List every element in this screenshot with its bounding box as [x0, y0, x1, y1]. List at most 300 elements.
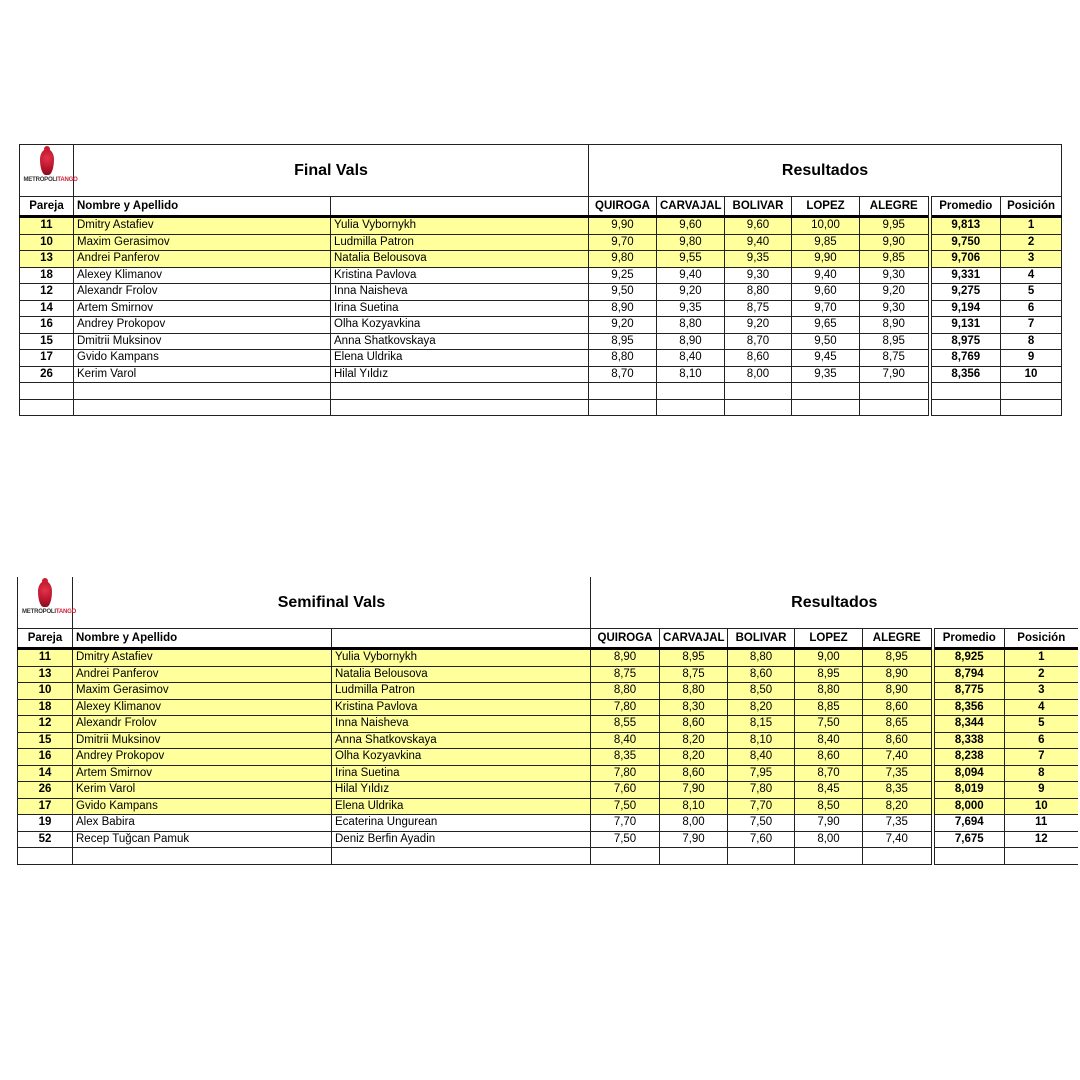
- header-judge-lopez: LOPEZ: [795, 629, 863, 649]
- cell-score-carvajal: 9,55: [657, 251, 725, 268]
- cell-leader: Dmitry Astafiev: [73, 649, 332, 667]
- cell-follower: Kristina Pavlova: [332, 699, 591, 716]
- empty-row: [18, 848, 1078, 865]
- cell-score-alegre: 8,90: [860, 317, 930, 334]
- header-nombre: Nombre y Apellido: [73, 629, 332, 649]
- cell-score-bolivar: 9,30: [725, 267, 792, 284]
- cell-pareja: 17: [18, 798, 73, 815]
- cell-score-bolivar: 7,80: [728, 782, 795, 799]
- header-posicion: Posición: [1001, 197, 1062, 217]
- cell-score-bolivar: 8,20: [728, 699, 795, 716]
- header-pareja: Pareja: [18, 629, 73, 649]
- logo-text: METROPOLI: [23, 177, 58, 183]
- cell-pareja: 11: [20, 217, 74, 235]
- cell-follower: Yulia Vybornykh: [331, 217, 589, 235]
- cell-score-carvajal: 8,20: [660, 732, 728, 749]
- cell-score-quiroga: 7,60: [591, 782, 660, 799]
- cell-score-bolivar: 7,70: [728, 798, 795, 815]
- cell-promedio: 7,694: [933, 815, 1005, 832]
- cell-score-carvajal: 9,60: [657, 217, 725, 235]
- header-judge-lopez: LOPEZ: [792, 197, 860, 217]
- cell-follower: Natalia Belousova: [331, 251, 589, 268]
- cell-score-quiroga: 9,25: [589, 267, 657, 284]
- dancer-logo-icon: [38, 581, 52, 607]
- empty-cell: [331, 383, 589, 400]
- empty-cell: [1001, 383, 1062, 400]
- cell-leader: Andrei Panferov: [73, 666, 332, 683]
- cell-score-alegre: 8,95: [863, 649, 933, 667]
- cell-score-alegre: 8,90: [863, 666, 933, 683]
- cell-score-bolivar: 9,60: [725, 217, 792, 235]
- cell-leader: Dmitrii Muksinov: [73, 732, 332, 749]
- cell-leader: Andrei Panferov: [74, 251, 331, 268]
- cell-follower: Deniz Berfin Ayadin: [332, 831, 591, 848]
- cell-promedio: 9,331: [930, 267, 1001, 284]
- cell-score-carvajal: 9,35: [657, 300, 725, 317]
- table-row: [18, 666, 1078, 683]
- cell-follower: Anna Shatkovskaya: [332, 732, 591, 749]
- empty-cell: [1001, 399, 1062, 416]
- cell-pareja: 17: [20, 350, 74, 367]
- cell-promedio: 9,275: [930, 284, 1001, 301]
- cell-leader: Kerim Varol: [74, 366, 331, 383]
- cell-pareja: 15: [20, 333, 74, 350]
- table-row: [20, 267, 1062, 284]
- cell-promedio: 8,975: [930, 333, 1001, 350]
- header-judge-carvajal: CARVAJAL: [660, 629, 728, 649]
- cell-score-alegre: 9,30: [860, 267, 930, 284]
- cell-score-bolivar: 8,60: [725, 350, 792, 367]
- cell-leader: Artem Smirnov: [73, 765, 332, 782]
- cell-score-quiroga: 8,90: [589, 300, 657, 317]
- table-row: [20, 366, 1062, 383]
- cell-score-alegre: 8,35: [863, 782, 933, 799]
- empty-cell: [860, 383, 930, 400]
- cell-leader: Maxim Gerasimov: [73, 683, 332, 700]
- empty-cell: [73, 848, 332, 865]
- cell-posicion: 4: [1005, 699, 1078, 716]
- cell-score-carvajal: 8,10: [657, 366, 725, 383]
- cell-promedio: 8,769: [930, 350, 1001, 367]
- cell-promedio: 8,338: [933, 732, 1005, 749]
- cell-promedio: 8,019: [933, 782, 1005, 799]
- empty-cell: [795, 848, 863, 865]
- cell-score-quiroga: 9,70: [589, 234, 657, 251]
- header-partner: [331, 197, 589, 217]
- table-row: [18, 831, 1078, 848]
- cell-follower: Yulia Vybornykh: [332, 649, 591, 667]
- table-row: [20, 333, 1062, 350]
- cell-score-carvajal: 8,95: [660, 649, 728, 667]
- empty-cell: [589, 399, 657, 416]
- header-judge-bolivar: BOLIVAR: [728, 629, 795, 649]
- cell-score-carvajal: 8,30: [660, 699, 728, 716]
- cell-score-carvajal: 9,40: [657, 267, 725, 284]
- cell-score-alegre: 9,30: [860, 300, 930, 317]
- cell-score-lopez: 9,90: [792, 251, 860, 268]
- header-judge-alegre: ALEGRE: [860, 197, 930, 217]
- cell-score-carvajal: 8,60: [660, 765, 728, 782]
- cell-score-alegre: 9,20: [860, 284, 930, 301]
- results-title: Resultados: [589, 145, 1062, 197]
- empty-cell: [20, 399, 74, 416]
- cell-score-lopez: 8,00: [795, 831, 863, 848]
- table-row: [18, 732, 1078, 749]
- table-row: [20, 234, 1062, 251]
- empty-row: [20, 399, 1062, 416]
- cell-leader: Dmitrii Muksinov: [74, 333, 331, 350]
- table-title: Semifinal Vals: [73, 577, 591, 629]
- empty-cell: [591, 848, 660, 865]
- cell-score-alegre: 7,40: [863, 831, 933, 848]
- cell-score-quiroga: 8,40: [591, 732, 660, 749]
- cell-pareja: 19: [18, 815, 73, 832]
- cell-posicion: 10: [1001, 366, 1062, 383]
- cell-posicion: 3: [1005, 683, 1078, 700]
- cell-pareja: 16: [20, 317, 74, 334]
- table-row: [20, 284, 1062, 301]
- cell-score-bolivar: 7,60: [728, 831, 795, 848]
- empty-row: [20, 383, 1062, 400]
- header-judge-carvajal: CARVAJAL: [657, 197, 725, 217]
- empty-cell: [933, 848, 1005, 865]
- cell-score-lopez: 9,60: [792, 284, 860, 301]
- cell-score-lopez: 9,35: [792, 366, 860, 383]
- cell-follower: Anna Shatkovskaya: [331, 333, 589, 350]
- cell-score-alegre: 8,90: [863, 683, 933, 700]
- cell-promedio: 8,000: [933, 798, 1005, 815]
- cell-leader: Alexey Klimanov: [74, 267, 331, 284]
- cell-score-quiroga: 8,70: [589, 366, 657, 383]
- cell-posicion: 6: [1001, 300, 1062, 317]
- cell-score-carvajal: 8,80: [660, 683, 728, 700]
- empty-cell: [725, 383, 792, 400]
- logo: [18, 577, 77, 629]
- table-row: [20, 300, 1062, 317]
- cell-posicion: 6: [1005, 732, 1078, 749]
- cell-score-quiroga: 7,80: [591, 699, 660, 716]
- cell-score-quiroga: 7,50: [591, 831, 660, 848]
- cell-score-bolivar: 8,50: [728, 683, 795, 700]
- empty-cell: [20, 383, 74, 400]
- table-row: [18, 815, 1078, 832]
- cell-score-carvajal: 8,00: [660, 815, 728, 832]
- cell-score-quiroga: 9,50: [589, 284, 657, 301]
- cell-follower: Kristina Pavlova: [331, 267, 589, 284]
- cell-follower: Irina Suetina: [331, 300, 589, 317]
- cell-score-bolivar: 8,80: [728, 649, 795, 667]
- header-nombre: Nombre y Apellido: [74, 197, 331, 217]
- header-promedio: Promedio: [930, 197, 1001, 217]
- cell-leader: Gvido Kampans: [73, 798, 332, 815]
- cell-promedio: 7,675: [933, 831, 1005, 848]
- cell-score-carvajal: 8,20: [660, 749, 728, 766]
- cell-score-alegre: 7,35: [863, 765, 933, 782]
- table-row: [18, 649, 1078, 667]
- cell-score-quiroga: 8,80: [591, 683, 660, 700]
- cell-score-lopez: 7,50: [795, 716, 863, 733]
- cell-posicion: 12: [1005, 831, 1078, 848]
- cell-promedio: 8,925: [933, 649, 1005, 667]
- cell-score-bolivar: 8,70: [725, 333, 792, 350]
- table-row: [18, 683, 1078, 700]
- cell-pareja: 11: [18, 649, 73, 667]
- cell-score-lopez: 9,70: [792, 300, 860, 317]
- cell-score-carvajal: 9,80: [657, 234, 725, 251]
- empty-cell: [657, 399, 725, 416]
- cell-score-quiroga: 9,80: [589, 251, 657, 268]
- cell-posicion: 9: [1001, 350, 1062, 367]
- cell-posicion: 5: [1001, 284, 1062, 301]
- cell-score-bolivar: 7,50: [728, 815, 795, 832]
- cell-promedio: 8,094: [933, 765, 1005, 782]
- cell-score-quiroga: 8,95: [589, 333, 657, 350]
- cell-score-alegre: 8,60: [863, 732, 933, 749]
- cell-follower: Ecaterina Ungurean: [332, 815, 591, 832]
- cell-leader: Artem Smirnov: [74, 300, 331, 317]
- cell-posicion: 1: [1001, 217, 1062, 235]
- cell-posicion: 3: [1001, 251, 1062, 268]
- cell-leader: Alexandr Frolov: [74, 284, 331, 301]
- cell-leader: Alexandr Frolov: [73, 716, 332, 733]
- empty-cell: [660, 848, 728, 865]
- cell-pareja: 12: [18, 716, 73, 733]
- cell-score-alegre: 8,75: [860, 350, 930, 367]
- cell-pareja: 18: [18, 699, 73, 716]
- cell-score-lopez: 8,40: [795, 732, 863, 749]
- cell-posicion: 8: [1001, 333, 1062, 350]
- cell-posicion: 10: [1005, 798, 1078, 815]
- cell-score-lopez: 9,50: [792, 333, 860, 350]
- cell-promedio: 8,344: [933, 716, 1005, 733]
- cell-score-bolivar: 8,10: [728, 732, 795, 749]
- empty-cell: [930, 383, 1001, 400]
- cell-pareja: 52: [18, 831, 73, 848]
- cell-score-lopez: 9,65: [792, 317, 860, 334]
- cell-score-carvajal: 8,10: [660, 798, 728, 815]
- cell-score-alegre: 9,85: [860, 251, 930, 268]
- cell-score-carvajal: 7,90: [660, 831, 728, 848]
- header-judge-quiroga: QUIROGA: [589, 197, 657, 217]
- cell-follower: Natalia Belousova: [332, 666, 591, 683]
- cell-posicion: 9: [1005, 782, 1078, 799]
- cell-follower: Olha Kozyavkina: [332, 749, 591, 766]
- cell-follower: Ludmilla Patron: [332, 683, 591, 700]
- cell-posicion: 4: [1001, 267, 1062, 284]
- cell-pareja: 13: [20, 251, 74, 268]
- cell-follower: Elena Uldrika: [331, 350, 589, 367]
- empty-cell: [860, 399, 930, 416]
- cell-score-quiroga: 9,90: [589, 217, 657, 235]
- table-row: [18, 716, 1078, 733]
- empty-cell: [18, 848, 73, 865]
- dancer-logo-icon: [40, 149, 54, 175]
- empty-cell: [930, 399, 1001, 416]
- cell-score-alegre: 7,35: [863, 815, 933, 832]
- header-row: [18, 629, 1078, 649]
- cell-promedio: 8,356: [930, 366, 1001, 383]
- table-row: [20, 251, 1062, 268]
- cell-posicion: 1: [1005, 649, 1078, 667]
- cell-score-lopez: 9,85: [792, 234, 860, 251]
- cell-pareja: 26: [20, 366, 74, 383]
- cell-score-lopez: 10,00: [792, 217, 860, 235]
- cell-leader: Alex Babira: [73, 815, 332, 832]
- cell-score-quiroga: 8,55: [591, 716, 660, 733]
- cell-score-carvajal: 8,80: [657, 317, 725, 334]
- header-judge-alegre: ALEGRE: [863, 629, 933, 649]
- logo-text: METROPOLI: [22, 609, 56, 615]
- cell-pareja: 16: [18, 749, 73, 766]
- header-judge-bolivar: BOLIVAR: [725, 197, 792, 217]
- cell-posicion: 11: [1005, 815, 1078, 832]
- cell-score-alegre: 8,20: [863, 798, 933, 815]
- cell-score-quiroga: 9,20: [589, 317, 657, 334]
- cell-score-lopez: 8,70: [795, 765, 863, 782]
- empty-cell: [792, 383, 860, 400]
- cell-promedio: 9,194: [930, 300, 1001, 317]
- cell-leader: Andrey Prokopov: [73, 749, 332, 766]
- table-row: [20, 350, 1062, 367]
- cell-score-alegre: 8,65: [863, 716, 933, 733]
- cell-score-bolivar: 8,00: [725, 366, 792, 383]
- cell-follower: Elena Uldrika: [332, 798, 591, 815]
- cell-score-alegre: 9,90: [860, 234, 930, 251]
- cell-promedio: 9,813: [930, 217, 1001, 235]
- cell-pareja: 12: [20, 284, 74, 301]
- cell-score-bolivar: 9,35: [725, 251, 792, 268]
- header-partner: [332, 629, 591, 649]
- empty-cell: [74, 399, 331, 416]
- logo-text-red: TANGO: [55, 609, 77, 615]
- cell-score-bolivar: 9,20: [725, 317, 792, 334]
- cell-score-lopez: 9,40: [792, 267, 860, 284]
- cell-promedio: 8,356: [933, 699, 1005, 716]
- final-vals-table: [19, 144, 1062, 416]
- empty-cell: [792, 399, 860, 416]
- cell-pareja: 13: [18, 666, 73, 683]
- cell-score-lopez: 8,95: [795, 666, 863, 683]
- cell-score-lopez: 8,60: [795, 749, 863, 766]
- empty-cell: [728, 848, 795, 865]
- cell-score-lopez: 7,90: [795, 815, 863, 832]
- table-title: Final Vals: [74, 145, 589, 197]
- empty-cell: [725, 399, 792, 416]
- table-row: [18, 782, 1078, 799]
- table-row: [20, 317, 1062, 334]
- cell-leader: Dmitry Astafiev: [74, 217, 331, 235]
- empty-cell: [657, 383, 725, 400]
- empty-cell: [74, 383, 331, 400]
- cell-promedio: 9,131: [930, 317, 1001, 334]
- table-row: [18, 699, 1078, 716]
- cell-score-quiroga: 7,50: [591, 798, 660, 815]
- cell-score-alegre: 8,60: [863, 699, 933, 716]
- empty-cell: [863, 848, 933, 865]
- cell-follower: Ludmilla Patron: [331, 234, 589, 251]
- header-row: [20, 197, 1062, 217]
- cell-pareja: 10: [18, 683, 73, 700]
- cell-posicion: 8: [1005, 765, 1078, 782]
- cell-follower: Hilal Yıldız: [332, 782, 591, 799]
- table-row: [18, 749, 1078, 766]
- cell-follower: Olha Kozyavkina: [331, 317, 589, 334]
- cell-score-carvajal: 9,20: [657, 284, 725, 301]
- semifinal-vals-table: [17, 577, 1078, 865]
- cell-score-quiroga: 8,90: [591, 649, 660, 667]
- header-promedio: Promedio: [933, 629, 1005, 649]
- cell-posicion: 2: [1001, 234, 1062, 251]
- cell-score-alegre: 9,95: [860, 217, 930, 235]
- cell-score-lopez: 9,00: [795, 649, 863, 667]
- cell-leader: Maxim Gerasimov: [74, 234, 331, 251]
- cell-score-alegre: 7,90: [860, 366, 930, 383]
- results-title: Resultados: [591, 577, 1078, 629]
- header-judge-quiroga: QUIROGA: [591, 629, 660, 649]
- header-pareja: Pareja: [20, 197, 74, 217]
- cell-score-carvajal: 8,75: [660, 666, 728, 683]
- cell-follower: Inna Naisheva: [331, 284, 589, 301]
- cell-follower: Irina Suetina: [332, 765, 591, 782]
- cell-score-quiroga: 7,70: [591, 815, 660, 832]
- cell-score-lopez: 8,45: [795, 782, 863, 799]
- cell-score-quiroga: 7,80: [591, 765, 660, 782]
- cell-promedio: 8,775: [933, 683, 1005, 700]
- table-row: [18, 765, 1078, 782]
- cell-score-quiroga: 8,35: [591, 749, 660, 766]
- cell-score-carvajal: 8,60: [660, 716, 728, 733]
- cell-score-lopez: 8,50: [795, 798, 863, 815]
- logo-text-red: TANGO: [57, 177, 78, 183]
- empty-cell: [331, 399, 589, 416]
- cell-score-lopez: 8,80: [795, 683, 863, 700]
- table-row: [20, 217, 1062, 235]
- cell-pareja: 15: [18, 732, 73, 749]
- cell-score-bolivar: 8,80: [725, 284, 792, 301]
- cell-pareja: 10: [20, 234, 74, 251]
- cell-score-carvajal: 7,90: [660, 782, 728, 799]
- cell-score-quiroga: 8,75: [591, 666, 660, 683]
- cell-leader: Gvido Kampans: [74, 350, 331, 367]
- cell-pareja: 26: [18, 782, 73, 799]
- cell-score-bolivar: 9,40: [725, 234, 792, 251]
- logo: [20, 145, 78, 197]
- cell-score-carvajal: 8,90: [657, 333, 725, 350]
- cell-score-quiroga: 8,80: [589, 350, 657, 367]
- table-row: [18, 798, 1078, 815]
- cell-pareja: 14: [20, 300, 74, 317]
- cell-promedio: 9,750: [930, 234, 1001, 251]
- cell-promedio: 9,706: [930, 251, 1001, 268]
- cell-leader: Recep Tuğcan Pamuk: [73, 831, 332, 848]
- cell-pareja: 14: [18, 765, 73, 782]
- cell-promedio: 8,238: [933, 749, 1005, 766]
- cell-promedio: 8,794: [933, 666, 1005, 683]
- cell-posicion: 5: [1005, 716, 1078, 733]
- cell-score-bolivar: 7,95: [728, 765, 795, 782]
- cell-follower: Inna Naisheva: [332, 716, 591, 733]
- empty-cell: [1005, 848, 1078, 865]
- cell-score-carvajal: 8,40: [657, 350, 725, 367]
- cell-score-bolivar: 8,60: [728, 666, 795, 683]
- cell-score-bolivar: 8,40: [728, 749, 795, 766]
- cell-leader: Andrey Prokopov: [74, 317, 331, 334]
- cell-score-lopez: 9,45: [792, 350, 860, 367]
- cell-leader: Alexey Klimanov: [73, 699, 332, 716]
- empty-cell: [332, 848, 591, 865]
- cell-score-bolivar: 8,75: [725, 300, 792, 317]
- cell-posicion: 2: [1005, 666, 1078, 683]
